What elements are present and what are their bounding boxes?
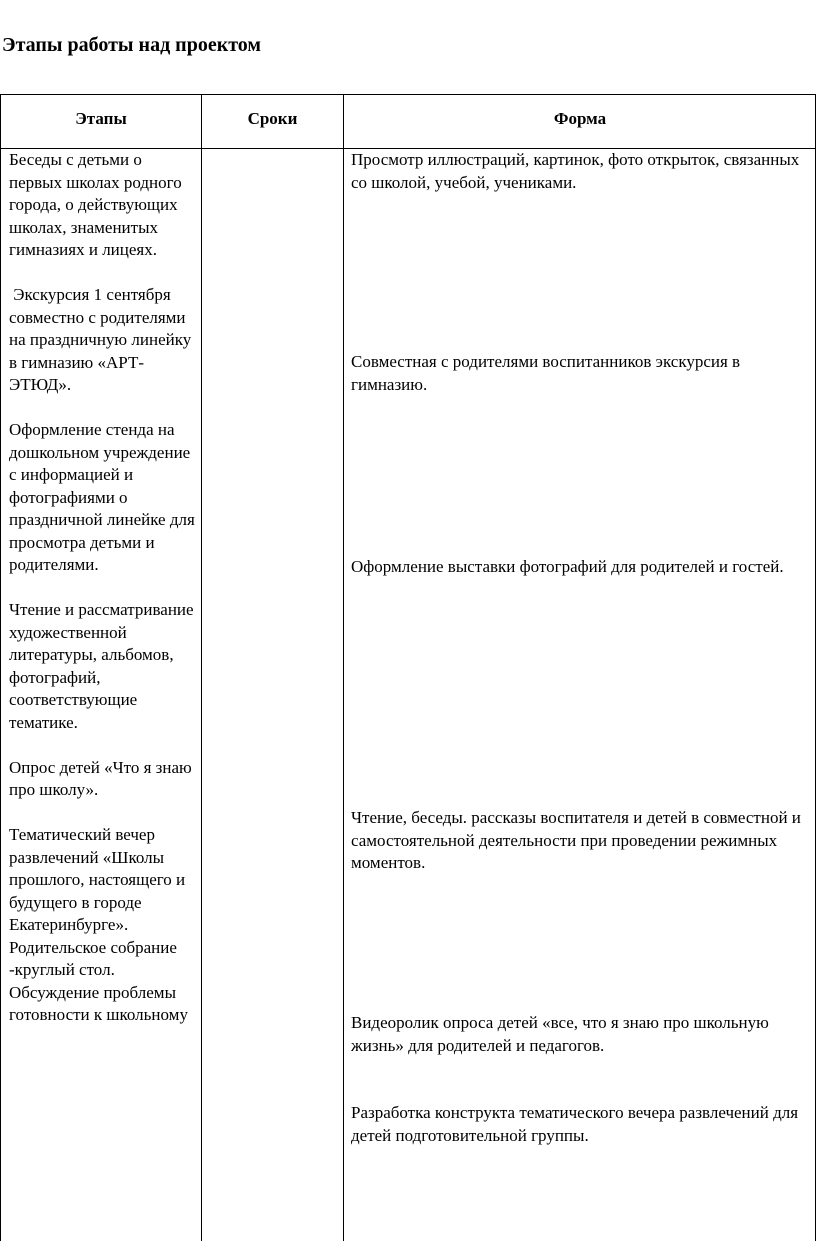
column-divider [343, 95, 344, 1241]
header-form: Форма [553, 109, 607, 128]
page-title: Этапы работы над проектом [2, 34, 262, 56]
stages-column [9, 149, 195, 1027]
header-terms: Сроки [247, 109, 298, 128]
form-item: Видеоролик опроса детей «все, что я знаю про школьную жизнь» для родителей и педагогов. [351, 1013, 769, 1055]
stage-item: Тематический вечер развлечений «Школы прошлого, настоящего и будущего в городе Екатеринбурге». [9, 825, 186, 934]
stage-item: Экскурсия 1 сентября совместно с родителями на праздничную линейку в гимназию «АРТ-ЭТЮД». [9, 285, 196, 394]
column-divider [201, 95, 202, 1241]
form-item: Совместная с родителями воспитанников экскурсия в гимназию. [351, 352, 741, 394]
stage-item: Беседы с детьми о первых школах родного города, о действующих школах, знаменитых гимназиях и лицеях. [9, 150, 182, 259]
form-item: Разработка конструкта тематического вечера развлечений для детей подготовительной группы. [351, 1103, 799, 1145]
stage-item: Родительское собрание -круглый стол. Обсуждение проблемы готовности к школьному [9, 937, 188, 1024]
stage-item: Опрос детей «Что я знаю про школу». [9, 757, 192, 799]
form-item: Просмотр иллюстраций, картинок, фото открыток, связанных со школой, учебой, учениками. [351, 150, 800, 192]
header-stages: Этапы [75, 109, 127, 128]
stages-table [0, 94, 816, 1241]
stage-item: Оформление стенда на дошкольном учреждение с информацией и фотографиями о праздничной линейке для просмотра детьми и родителями. [9, 420, 195, 574]
form-item: Чтение, беседы. рассказы воспитателя и детей в совместной и самостоятельной деятельности при проведении режимных моментов. [351, 808, 801, 872]
stage-item: Чтение и рассматривание художественной литературы, альбомов, фотографий, соответствующие тематике. [9, 600, 194, 732]
form-item: Оформление выставки фотографий для родителей и гостей. [351, 557, 784, 576]
